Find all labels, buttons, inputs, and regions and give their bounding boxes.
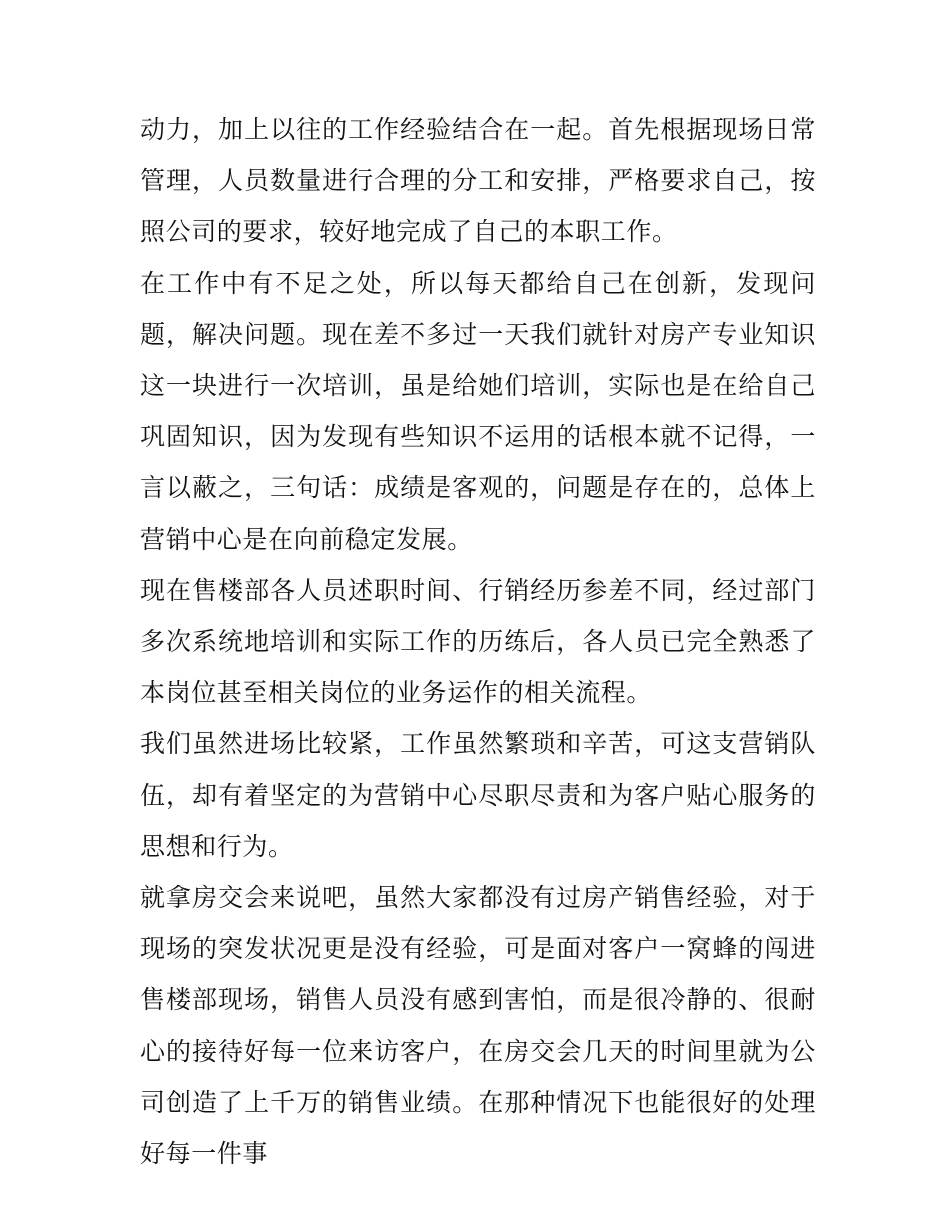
paragraph: 现在售楼部各人员述职时间、行销经历参差不同，经过部门多次系统地培训和实际工作的历练后，各人员已完全熟悉了本岗位甚至相关岗位的业务运作的相关流程。	[140, 575, 816, 708]
paragraph: 在工作中有不足之处，所以每天都给自己在创新，发现问题，解决问题。现在差不多过一天我们就针对房产专业知识这一块进行一次培训，虽是给她们培训，实际也是在给自己巩固知识，因为发现有些知识不运用的话根本就不记得，一言以蔽之，三句话：成绩是客观的，问题是存在的，总体上营销中心是在向前稳定发展。	[140, 268, 816, 554]
document-body	[140, 104, 816, 1179]
paragraph: 我们虽然进场比较紧，工作虽然繁琐和辛苦，可这支营销队伍，却有着坚定的为营销中心尽职尽责和为客户贴心服务的思想和行为。	[140, 729, 816, 861]
paragraph: 就拿房交会来说吧，虽然大家都没有过房产销售经验，对于现场的突发状况更是没有经验，可是面对客户一窝蜂的闯进售楼部现场，销售人员没有感到害怕，而是很冷静的、很耐心的接待好每一位来访客户，在房交会几天的时间里就为公司创造了上千万的销售业绩。在那种情况下也能很好的处理好每一件事	[140, 883, 816, 1169]
paragraph: 动力，加上以往的工作经验结合在一起。首先根据现场日常管理，人员数量进行合理的分工和安排，严格要求自己，按照公司的要求，较好地完成了自己的本职工作。	[140, 115, 816, 247]
